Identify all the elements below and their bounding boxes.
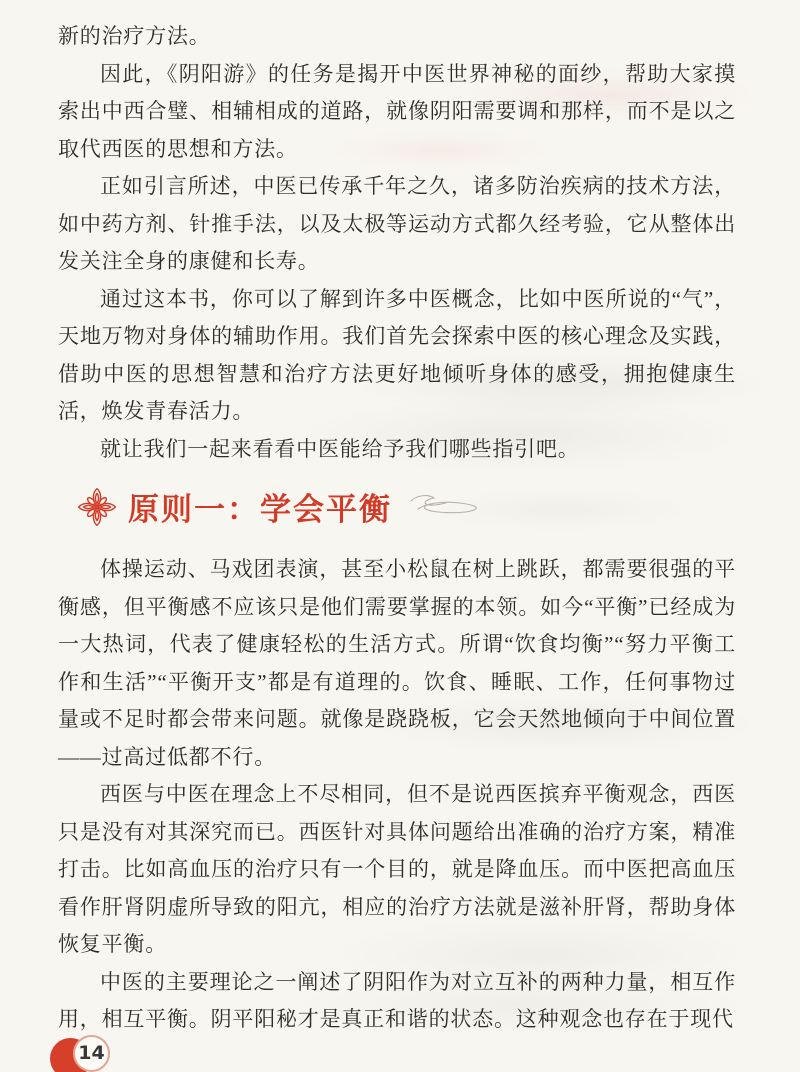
paragraph: 新的治疗方法。 [58, 24, 211, 48]
paragraph: 体操运动、马戏团表演，甚至小松鼠在树上跳跃，都需要很强的平衡感，但平衡感不应该只是他们需要掌握的本领。如今“平衡”已经成为一大热词，代表了健康轻松的生活方式。所谓“饮食均衡”“努力平衡工作和生活”“平衡开支”都是有道理的。饮食、睡眠、工作，任何事物过量或不足时都会带来问题。就像是跷跷板，它会天然地倾向于中间位置——过高过低都不行。 [58, 557, 736, 769]
page-number: 14 [78, 1042, 105, 1064]
paragraph: 通过这本书，你可以了解到许多中医概念，比如中医所说的“气”，天地万物对身体的辅助作用。我们首先会探索中医的核心理念及实践，借助中医的思想智慧和治疗方法更好地倾听身体的感受，拥抱健康生活，焕发青春活力。 [58, 286, 736, 423]
paragraph: 西医与中医在理念上不尽相同，但不是说西医摈弃平衡观念，西医只是没有对其深究而已。西医针对具体问题给出准确的治疗方案，精准打击。比如高血压的治疗只有一个目的，就是降血压。而中医把高血压看作肝肾阴虚所导致的阳亢，相应的治疗方法就是滋补肝肾，帮助身体恢复平衡。 [58, 782, 736, 956]
page-number-badge [50, 1035, 114, 1072]
paragraph: 中医的主要理论之一阐述了阴阳作为对立互补的两种力量，相互作用，相互平衡。阴平阳秘才是真正和谐的状态。这种观念也存在于现代 [58, 969, 736, 1031]
section-heading-text: 原则一：学会平衡 [128, 492, 392, 527]
page-content [58, 18, 736, 1039]
section-heading [76, 484, 736, 529]
paragraph: 因此，《阴阳游》的任务是揭开中医世界神秘的面纱，帮助大家摸索出中西合璧、相辅相成的道路，就像阴阳需要调和那样，而不是以之取代西医的思想和方法。 [58, 61, 736, 161]
paragraph: 就让我们一起来看看中医能给予我们哪些指引吧。 [100, 436, 580, 461]
cloud-icon [408, 493, 484, 517]
badge-number-circle [73, 1035, 110, 1072]
flower-icon [76, 486, 118, 528]
paragraph: 正如引言所述，中医已传承千年之久，诸多防治疾病的技术方法，如中药方剂、针推手法，以及太极等运动方式都久经考验，它从整体出发关注全身的康健和长寿。 [58, 174, 736, 273]
